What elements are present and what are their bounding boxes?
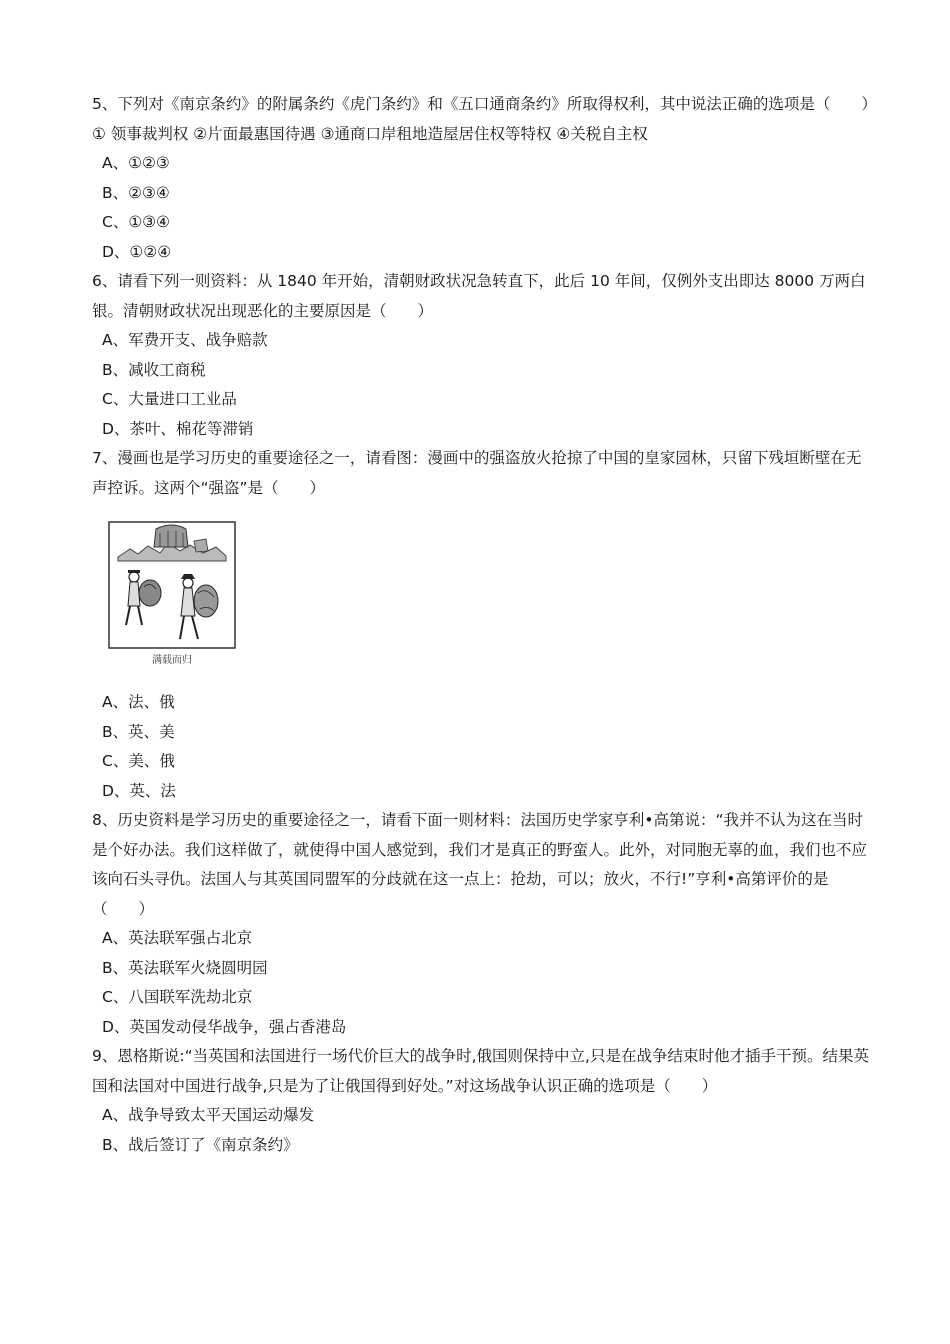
question-7-stem: 7、漫画也是学习历史的重要途径之一，请看图：漫画中的强盗放火抢掠了中国的皇家园林，只留下残垣断壁在无声控诉。这两个“强盗”是（ ） [92,449,862,497]
question-7-option-a[interactable]: A、法、俄 [102,693,175,711]
question-6-option-c[interactable]: C、大量进口工业品 [102,390,237,408]
question-7-option-b[interactable]: B、英、美 [102,722,175,741]
question-6-option-a[interactable]: A、军费开支、战争赔款 [102,331,268,349]
cartoon-figure [108,521,236,666]
question-7-option-d[interactable]: D、英、法 [102,781,176,800]
cartoon-illustration [108,521,236,649]
question-8-stem: 8、历史资料是学习历史的重要途径之一，请看下面一则材料：法国历史学家亨利•高第说：“我并不认为这在当时是个好办法。我们这样做了，就使得中国人感觉到，我们才是真正的野蛮人。此外，对同胞无辜的血，我们也不应该向石头寻仇。法国人与其英国同盟军的分歧就在这一点上：抢劫，可以；放火，不行!”亨利•高第评价的是（ ） [92,811,868,918]
question-5-items: ① 领事裁判权 ②片面最惠国待遇 ③通商口岸租地造屋居住权等特权 ④关税自主权 [92,124,648,143]
question-9-option-a[interactable]: A、战争导致太平天国运动爆发 [102,1106,315,1124]
question-8-option-b[interactable]: B、英法联军火烧圆明园 [102,958,268,977]
question-8-option-c[interactable]: C、八国联军洗劫北京 [102,988,253,1006]
cartoon-caption: 满载而归 [152,655,192,666]
question-8-option-a[interactable]: A、英法联军强占北京 [102,929,253,947]
question-5-option-b[interactable]: B、②③④ [102,183,170,202]
question-8-option-d[interactable]: D、英国发动侵华战争，强占香港岛 [102,1017,347,1036]
question-6-option-b[interactable]: B、减收工商税 [102,360,206,379]
question-5-stem: 5、下列对《南京条约》的附属条约《虎门条约》和《五口通商条约》所取得权利，其中说法正确的选项是（ ） [92,95,877,113]
question-7-option-c[interactable]: C、美、俄 [102,752,175,770]
question-9-stem: 9、恩格斯说:“当英国和法国进行一场代价巨大的战争时,俄国则保持中立,只是在战争结束时他才插手干预。结果英国和法国对中国进行战争,只是为了让俄国得到好处。”对这场战争认识正确的选项是（ ） [92,1047,869,1095]
question-6-stem: 6、请看下列一则资料：从 1840 年开始，清朝财政状况急转直下，此后 10 年间，仅例外支出即达 8000 万两白银。清朝财政状况出现恶化的主要原因是（ ） [92,272,866,320]
question-6-option-d[interactable]: D、茶叶、棉花等滞销 [102,419,254,438]
question-9-option-b[interactable]: B、战后签订了《南京条约》 [102,1135,299,1154]
question-5-option-a[interactable]: A、①②③ [102,154,170,172]
question-5-option-c[interactable]: C、①③④ [102,213,171,231]
exam-page [92,90,877,1160]
question-5-option-d[interactable]: D、①②④ [102,242,172,261]
